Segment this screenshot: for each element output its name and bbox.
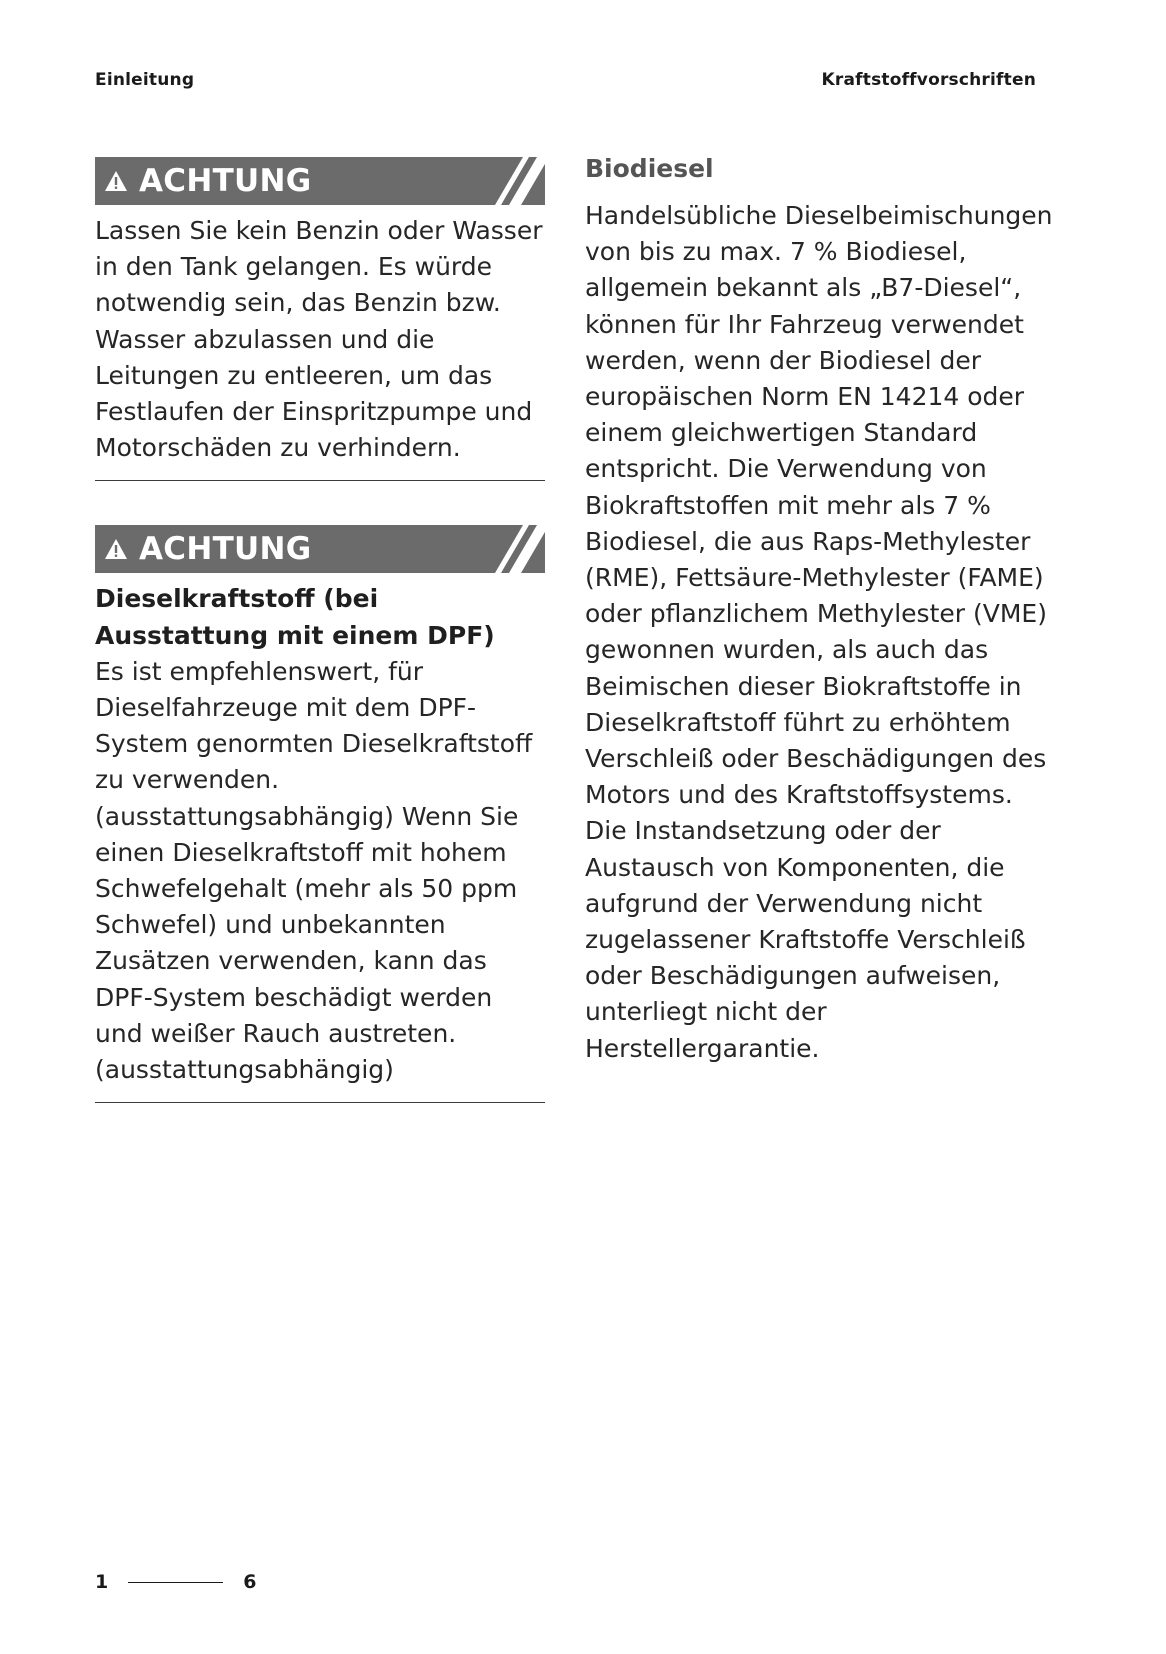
warning-stripes-decoration: [465, 157, 545, 205]
page-footer: [95, 1571, 256, 1593]
section-title-biodiesel: Biodiesel: [585, 154, 714, 183]
warning-stripes-decoration: [465, 525, 545, 573]
footer-divider: [128, 1582, 223, 1583]
warning-banner: [95, 525, 545, 573]
warning-box-1: [95, 157, 545, 481]
warning-label: ACHTUNG: [139, 163, 312, 199]
header-section-title: Kraftstoffvorschriften: [821, 70, 1036, 90]
warning-label: ACHTUNG: [139, 531, 312, 568]
warning-text: Lassen Sie kein Benzin oder Wasser in den Tank gelangen. Es würde notwendig sein, das Benzin bzw. Wasser abzulassen und die Leitungen zu entleeren, um das Festlaufen der Einspritzpumpe und Motorschäden zu verhindern.: [95, 216, 543, 463]
divider: [95, 1102, 545, 1103]
warning-triangle-icon: [103, 168, 129, 194]
biodiesel-text: Handelsübliche Dieselbeimischungen von bis zu max. 7 % Biodiesel, allgemein bekannt als „B7-Diesel“, können für Ihr Fahrzeug verwendet werden, wenn der Biodiesel der europäischen Norm EN 14214 oder einem gleichwertigen Standard entspricht. Die Verwendung von Biokraftstoffen mit mehr als 7 % Biodiesel, die aus Raps-Methylester (RME), Fettsäure-Methylester (FAME) oder pflanzlichem Methylester (VME) gewonnen wurden, als auch das Beimischen dieser Biokraftstoffe in Dieselkraftstoff führt zu erhöhtem Verschleiß oder Beschädigungen des Motors und des Kraftstoffsystems. Die Instandsetzung oder der Austausch von Komponenten, die aufgrund der Verwendung nicht zugelassener Kraftstoffe Verschleiß oder Beschädigungen aufweisen, unterliegt nicht der Herstellergarantie.: [585, 201, 1053, 1063]
header-chapter-title: Einleitung: [95, 70, 195, 90]
right-column: [585, 152, 1055, 1067]
warning-text: Es ist empfehlenswert, für Dieselfahrzeuge mit dem DPF-System genormten Dieselkraftstoff zu verwenden. (ausstattungsabhängig) Wenn Sie einen Dieselkraftstoff mit hohem Schwefelgehalt (mehr als 50 ppm Schwefel) und unbekannten Zusätzen verwenden, kann das DPF-System beschädigt werden und weißer Rauch austreten. (ausstattungsabhängig): [95, 656, 533, 1085]
warning-triangle-icon: [103, 536, 129, 562]
chapter-number: 1: [95, 1571, 109, 1593]
warning-heading: Dieselkraftstoff (bei Ausstattung mit einem DPF): [95, 584, 495, 650]
page-number: 6: [243, 1571, 257, 1593]
warning-banner: [95, 157, 545, 205]
left-column: [95, 157, 545, 1103]
warning-box-2: [95, 525, 545, 1103]
